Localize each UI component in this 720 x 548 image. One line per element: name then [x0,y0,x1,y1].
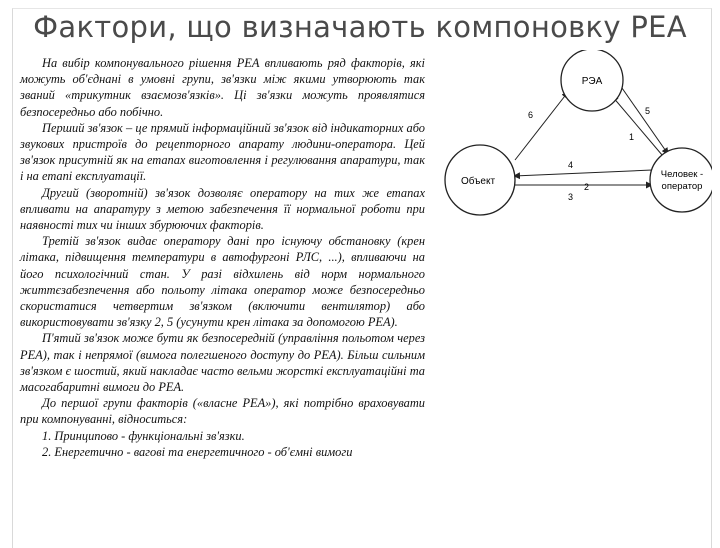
edge-label-6: 6 [528,110,534,120]
edge-4 [514,170,652,176]
edge-1 [612,96,668,162]
paragraph: Перший зв'язок – це прямий інформаційний зв'язок від індикаторних або звукових пристроїв до рецепторного апарату людини-оператора. Цей зв'язок присутній як на етапах виготовлення і регулювання апаратури, так і на етапі експлуатації. [20,120,425,184]
edge-6 [515,92,568,160]
list-item: 1. Принципово - функціональні зв'язки. [42,428,245,443]
paragraph: Третій зв'язок видає оператору дані про існуючу обстановку (крен літака, підвищення температури в автофургоні РЛС, ...), впливаючи на його психологічний стан. У разі відхилень від норм нормального життєзабезпечення або польоту літака оператор може безпосередньо скористатися четвертим зв'язком (включити вентилятор) або використовувати зв'язку 2, 5 (усунути крен літака за допомогою РЕА). [20,234,425,330]
paragraph: Другий (зворотній) зв'язок дозволяє оператору на тих же етапах впливати на апаратуру з метою забезпечення її нормальної роботи при наявності тих чи інших збурюючих факторів. [20,185,425,233]
paragraph: П'ятий зв'язок може бути як безпосередній (управління польотом через РЕА), так і непрямої (вимога полегшеного доступу до РЕА). Більш сильним зв'язком є шостий, який накладає часто вельми жорсткі експлуатаційні та масогабаритні вимоги до РЕА. [20,331,425,395]
node-operator [650,148,712,212]
slide-title: Фактори, що визначають компоновку РЕА [33,10,687,44]
edge-5 [622,88,668,154]
node-rea-label: РЭА [581,76,603,87]
edge-label-2: 2 [584,182,590,192]
edge-label-4: 4 [568,160,574,170]
edge-label-1: 1 [629,132,635,142]
list-item: 2. Енергетично - вагові та енергетичного - об'ємні вимоги [42,444,353,459]
relationship-triangle-diagram [430,50,712,250]
node-operator-label-2: оператор [661,181,703,192]
body-text [20,55,425,460]
node-object-label: Объект [460,176,496,187]
edge-label-5: 5 [645,106,651,116]
paragraph: До першої групи факторів («власне РЕА»), які потрібно враховувати при компонуванні, відноситься: [20,396,425,427]
edge-label-3: 3 [568,192,574,202]
node-operator-label-1: Человек - [660,169,704,180]
paragraph: На вибір компонувального рішення РЕА впливають ряд факторів, які можуть об'єднані в умовні групи, зв'язки між якими утворюють так званий «трикутник взаємозв'язків». Ці зв'язки можуть проявлятися безпосередньо або побічно. [20,56,425,119]
